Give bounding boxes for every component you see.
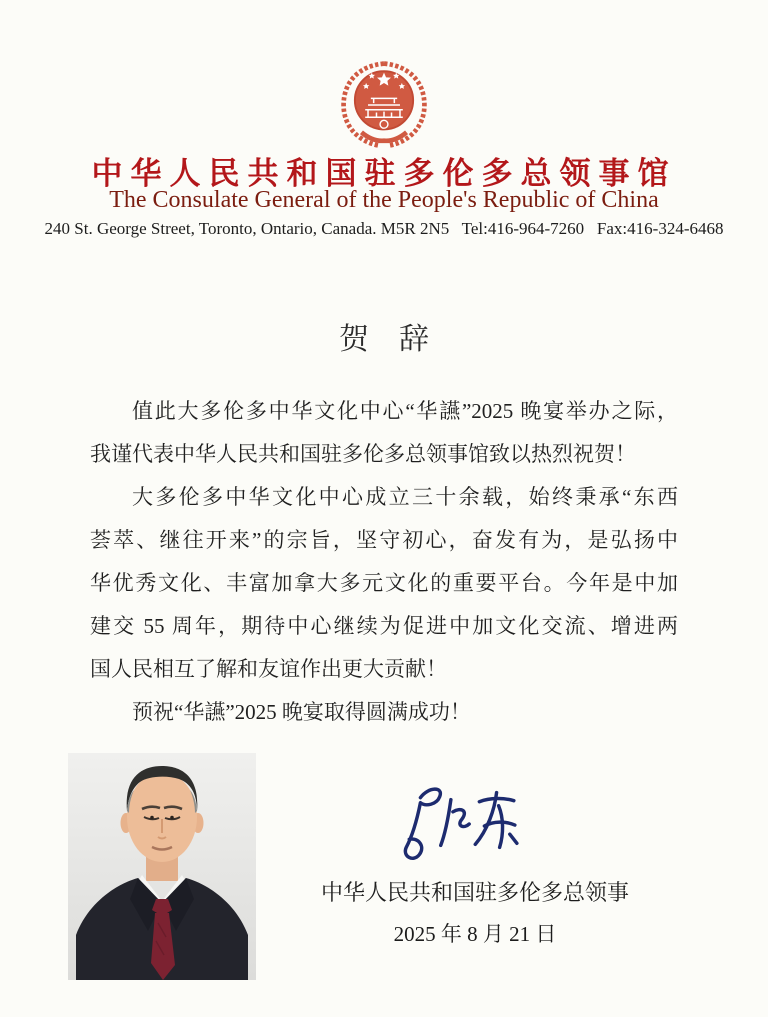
body-line: 值此大多伦多中华文化中心“华讌”2025 晚宴举办之际， (132, 399, 678, 423)
consulate-address: 240 St. George Street, Toronto, Ontario, Canada. M5R 2N5 Tel:416-964-7260 Fax:416-324-6468 (44, 219, 724, 238)
body-line: 我谨代表中华人民共和国驻多伦多总领事馆致以热烈祝贺！ (90, 442, 636, 466)
body-line: 华优秀文化、丰富加拿大多元文化的重要平台。今年是中加 (90, 571, 678, 595)
consulate-name-en: The Consulate General of the People's Republic of China (109, 187, 659, 213)
letter-body (90, 390, 678, 734)
letter-date: 2025 年 8 月 21 日 (393, 922, 557, 946)
china-national-emblem-icon (337, 60, 431, 150)
signer-title: 中华人民共和国驻多伦多总领事 (320, 880, 629, 905)
letter-title: 贺 辞 (339, 323, 429, 356)
consul-signature-handwriting (392, 775, 524, 869)
consulate-name-cn: 中华人民共和国驻多伦多总领事馆 (91, 156, 677, 191)
consul-portrait-photo (68, 753, 256, 980)
body-line: 建交 55 周年，期待中心继续为促进中加文化交流、增进两 (90, 614, 678, 638)
body-line: 大多伦多中华文化中心成立三十余载，始终秉承“东西 (132, 485, 678, 509)
body-line: 国人民相互了解和友谊作出更大贡献！ (90, 657, 447, 681)
body-line: 预祝“华讌”2025 晚宴取得圆满成功！ (132, 700, 471, 724)
body-line: 荟萃、继往开来”的宗旨，坚守初心，奋发有为，是弘扬中 (90, 528, 678, 552)
